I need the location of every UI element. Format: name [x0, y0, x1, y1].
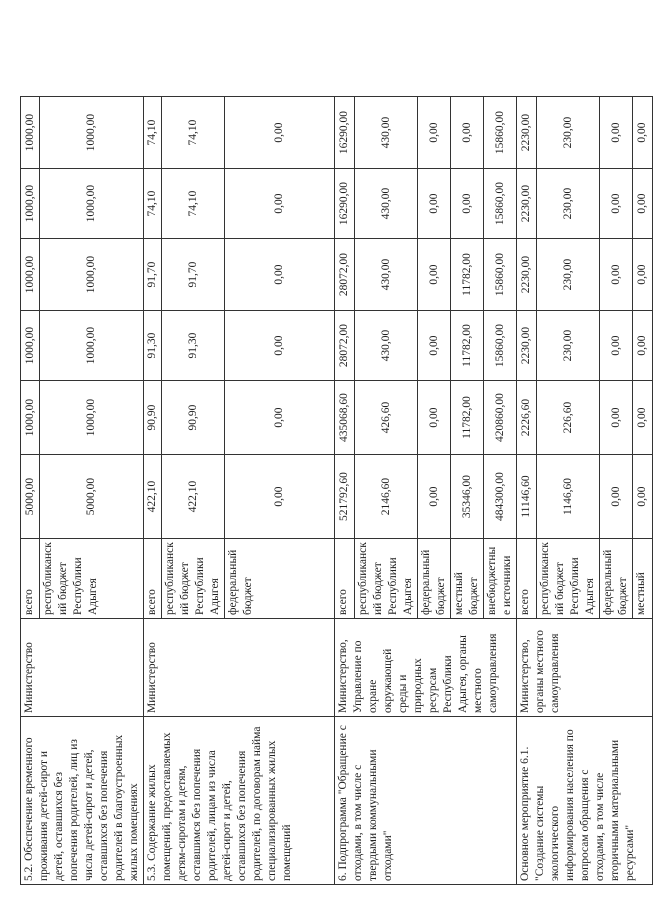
- year-amount-cell: 0,00: [225, 97, 335, 169]
- funding-source-cell: всего: [144, 539, 162, 619]
- rotated-document-page: [20, 25, 648, 885]
- funding-source-cell: федеральный бюджет: [418, 539, 451, 619]
- year-amount-cell: 0,00: [600, 239, 633, 311]
- year-amount-cell: 1000,00: [21, 311, 40, 381]
- year-amount-cell: 91,70: [162, 239, 225, 311]
- total-amount-cell: 35346,00: [451, 455, 484, 539]
- total-amount-cell: 484300,00: [484, 455, 517, 539]
- total-amount-cell: 422,10: [162, 455, 225, 539]
- year-amount-cell: 0,00: [633, 239, 653, 311]
- year-amount-cell: 16290,00: [335, 169, 355, 239]
- year-amount-cell: 11782,00: [451, 381, 484, 455]
- year-amount-cell: 90,90: [144, 381, 162, 455]
- year-amount-cell: 28072,00: [335, 311, 355, 381]
- year-amount-cell: 1000,00: [40, 239, 144, 311]
- year-amount-cell: 0,00: [418, 169, 451, 239]
- total-amount-cell: 521792,60: [335, 455, 355, 539]
- year-amount-cell: 230,00: [537, 169, 600, 239]
- funding-source-cell: внебюджетные источники: [484, 539, 517, 619]
- year-amount-cell: 11782,00: [451, 311, 484, 381]
- year-amount-cell: 1000,00: [21, 239, 40, 311]
- executor-cell: Министерство: [144, 619, 335, 717]
- funding-source-cell: местный бюджет: [451, 539, 484, 619]
- table-row: [517, 25, 537, 885]
- table-row: [335, 25, 355, 885]
- funding-source-cell: республиканский бюджет Республики Адыгея: [40, 539, 144, 619]
- total-amount-cell: 2146,60: [355, 455, 418, 539]
- year-amount-cell: 0,00: [633, 381, 653, 455]
- total-amount-cell: 422,10: [144, 455, 162, 539]
- table-row: [144, 25, 162, 885]
- year-amount-cell: 0,00: [633, 311, 653, 381]
- year-amount-cell: 0,00: [225, 239, 335, 311]
- year-amount-cell: 0,00: [633, 169, 653, 239]
- funding-source-cell: всего: [517, 539, 537, 619]
- funding-source-cell: всего: [21, 539, 40, 619]
- funding-source-cell: всего: [335, 539, 355, 619]
- year-amount-cell: 0,00: [600, 311, 633, 381]
- year-amount-cell: 0,00: [225, 311, 335, 381]
- item-name-cell: 5.3. Содержание жилых помещений, предоставляемых детям-сиротам и детям, оставшимся без попечения родителей, лицам из числа детей-сирот и детей, оставшихся без попечения родителей, по договорам найма специализированных жилых помещений: [144, 717, 335, 885]
- total-amount-cell: 0,00: [600, 455, 633, 539]
- item-name-cell: 6. Подпрограмма "Обращение с отходами, в том числе с твердыми коммунальными отходами": [335, 717, 517, 885]
- year-amount-cell: 0,00: [418, 381, 451, 455]
- year-amount-cell: 0,00: [225, 169, 335, 239]
- funding-source-cell: республиканский бюджет Республики Адыгея: [537, 539, 600, 619]
- executor-cell: Министерство: [21, 619, 144, 717]
- year-amount-cell: 1000,00: [40, 311, 144, 381]
- year-amount-cell: 15860,00: [484, 97, 517, 169]
- total-amount-cell: 0,00: [418, 455, 451, 539]
- total-amount-cell: 0,00: [225, 455, 335, 539]
- year-amount-cell: 15860,00: [484, 169, 517, 239]
- total-amount-cell: 11146,60: [517, 455, 537, 539]
- year-amount-cell: 0,00: [225, 381, 335, 455]
- year-amount-cell: 230,00: [537, 311, 600, 381]
- year-amount-cell: 1000,00: [21, 97, 40, 169]
- year-amount-cell: 28072,00: [335, 239, 355, 311]
- year-amount-cell: 0,00: [418, 311, 451, 381]
- year-amount-cell: 74,10: [144, 97, 162, 169]
- executor-cell: Министерство, Управление по охране окружающей среды и природных ресурсам Республики Адыгея, органы местного самоуправления: [335, 619, 517, 717]
- year-amount-cell: 1000,00: [21, 381, 40, 455]
- year-amount-cell: 0,00: [633, 97, 653, 169]
- item-name-cell: Основное мероприятие 6.1. "Создание системы экологического информирования населения по вопросам обращения с отходами, в том числе вторичными материальными ресурсами": [517, 717, 653, 885]
- year-amount-cell: 430,00: [355, 169, 418, 239]
- year-amount-cell: 230,00: [537, 97, 600, 169]
- year-amount-cell: 2230,00: [517, 97, 537, 169]
- year-amount-cell: 226,60: [537, 381, 600, 455]
- funding-source-cell: федеральный бюджет: [600, 539, 633, 619]
- year-amount-cell: 2230,00: [517, 239, 537, 311]
- year-amount-cell: 420860,00: [484, 381, 517, 455]
- total-amount-cell: 5000,00: [40, 455, 144, 539]
- year-amount-cell: 430,00: [355, 239, 418, 311]
- year-amount-cell: 0,00: [451, 97, 484, 169]
- executor-cell: Министерство, органы местного самоуправления: [517, 619, 653, 717]
- program-funding-table: [20, 24, 653, 885]
- year-amount-cell: 0,00: [600, 97, 633, 169]
- total-amount-cell: 0,00: [633, 455, 653, 539]
- funding-source-cell: республиканский бюджет Республики Адыгея: [355, 539, 418, 619]
- year-amount-cell: 15860,00: [484, 311, 517, 381]
- year-amount-cell: 1000,00: [40, 169, 144, 239]
- year-amount-cell: 74,10: [162, 169, 225, 239]
- year-amount-cell: 0,00: [600, 169, 633, 239]
- total-amount-cell: 5000,00: [21, 455, 40, 539]
- year-amount-cell: 1000,00: [40, 97, 144, 169]
- year-amount-cell: 16290,00: [335, 97, 355, 169]
- year-amount-cell: 0,00: [418, 97, 451, 169]
- funding-source-cell: местный: [633, 539, 653, 619]
- year-amount-cell: 1000,00: [40, 381, 144, 455]
- year-amount-cell: 11782,00: [451, 239, 484, 311]
- year-amount-cell: 15860,00: [484, 239, 517, 311]
- funding-source-cell: республиканский бюджет Республики Адыгея: [162, 539, 225, 619]
- total-amount-cell: 1146,60: [537, 455, 600, 539]
- funding-source-cell: федеральный бюджет: [225, 539, 335, 619]
- year-amount-cell: 1000,00: [21, 169, 40, 239]
- year-amount-cell: 90,90: [162, 381, 225, 455]
- year-amount-cell: 435068,60: [335, 381, 355, 455]
- year-amount-cell: 74,10: [144, 169, 162, 239]
- year-amount-cell: 0,00: [418, 239, 451, 311]
- year-amount-cell: 430,00: [355, 311, 418, 381]
- year-amount-cell: 430,00: [355, 97, 418, 169]
- year-amount-cell: 2230,00: [517, 311, 537, 381]
- table-row: [21, 25, 40, 885]
- year-amount-cell: 426,60: [355, 381, 418, 455]
- year-amount-cell: 74,10: [162, 97, 225, 169]
- year-amount-cell: 0,00: [451, 169, 484, 239]
- year-amount-cell: 0,00: [600, 381, 633, 455]
- year-amount-cell: 91,30: [144, 311, 162, 381]
- year-amount-cell: 2230,00: [517, 169, 537, 239]
- year-amount-cell: 230,00: [537, 239, 600, 311]
- year-amount-cell: 91,30: [162, 311, 225, 381]
- year-amount-cell: 2226,60: [517, 381, 537, 455]
- item-name-cell: 5.2. Обеспечение временного проживания детей-сирот и детей, оставшихся без попечения родителей, лиц из числа детей-сирот и детей, оставшихся без попечения родителей в благоустроенных жилых помещениях: [21, 717, 144, 885]
- year-amount-cell: 91,70: [144, 239, 162, 311]
